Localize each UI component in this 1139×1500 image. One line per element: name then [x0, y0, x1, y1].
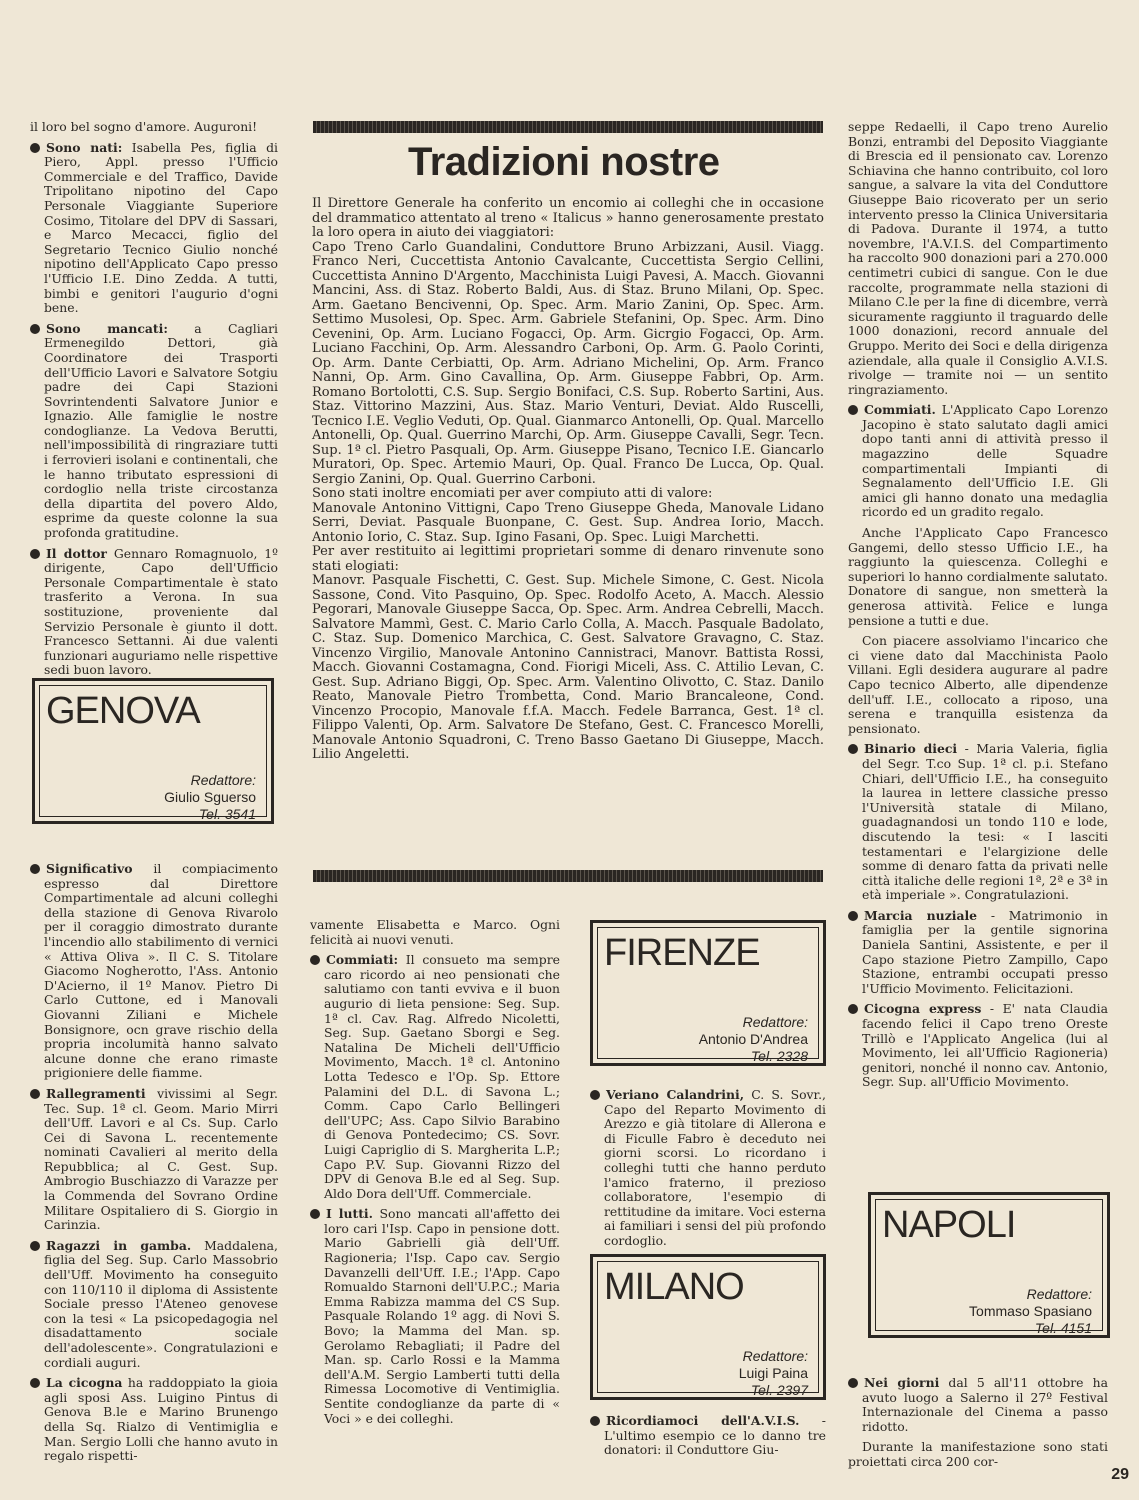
news-item-giorni: Nei giorni dal 5 all'11 ottobre ha avuto luogo a Salerno il 27º Festival Internazionale del Cinema a passo ridotto. — [848, 1376, 1108, 1434]
intro3: Per aver restituito ai legittimi proprietari somme di denaro rinvenute sono stati elogiati: — [312, 544, 824, 574]
city-title: MILANO — [604, 1266, 744, 1308]
intro: Il Direttore Generale ha conferito un encomio ai colleghi che in occasione del drammatico attentato al treno « Italicus » hanno generosamente prestato la loro opera in aiuto dei viaggiatori: — [312, 196, 824, 240]
city-title: GENOVA — [46, 690, 200, 732]
right-column — [848, 120, 1108, 1096]
right-column-lower — [848, 1376, 1108, 1476]
valore-list: Manovale Antonino Vittigni, Capo Treno Giuseppe Gheda, Manovale Lidano Serri, Deviat. Pasquale Buonpane, C. Gest. Sup. Andrea Iorio, Macch. Antonio Iorio, C. Staz. Sup. Igino Fasani, Op. Spec. Luigi Marchetti. — [312, 500, 824, 545]
bullet-icon — [30, 549, 40, 559]
bullet-icon — [30, 1089, 40, 1099]
bullet-icon — [30, 864, 40, 874]
left-column-lower — [30, 862, 278, 1470]
editor-info: Redattore: Antonio D'Andrea Tel. 2328 — [698, 1014, 808, 1064]
editor-info: Redattore: Tommaso Spasiano Tel. 4151 — [969, 1286, 1092, 1336]
bullet-icon — [30, 1241, 40, 1251]
bullet-icon — [848, 911, 858, 921]
bullet-icon — [848, 1378, 858, 1388]
news-item-avis: Ricordiamoci dell'A.V.I.S. - L'ultimo esempio ce lo danno tre donatori: il Conduttore Giu- — [590, 1414, 826, 1458]
page-title: Tradizioni nostre — [408, 140, 720, 184]
bullet-icon — [30, 324, 40, 334]
news-item-cicogna: La cicogna ha raddoppiato la gioia agli sposi Ass. Luigino Pintus di Genova B.le e Marino Brunengo della Sq. Rialzo di Ventimiglia e Man. Sergio Lolli che hanno avuto in regalo rispetti- — [30, 1376, 278, 1464]
page-number: 29 — [1111, 1466, 1129, 1483]
news-item-calandrini: Veriano Calandrini, C. S. Sovr., Capo del Reparto Movimento di Arezzo e già titolare di Allerona e di Ficulle Fabro è deceduto nei giorni scorsi. Lo ricordano i colleghi tutti che hanno perduto l'amico fraterno, il prezioso collaboratore, l'esempio di rettitudine da imitare. Voci esterna ai familiari i sensi del più profondo cordoglio. — [590, 1088, 826, 1249]
editor-info: Redattore: Luigi Paina Tel. 2397 — [738, 1348, 808, 1398]
bullet-icon — [848, 1004, 858, 1014]
paragraph: il loro bel sogno d'amore. Auguroni! — [30, 119, 258, 134]
paragraph: Anche l'Applicato Capo Francesco Gangemi, dello stesso Ufficio I.E., ha raggiunto la quiescenza. Colleghi e superiori lo hanno cordialmente salutato. Donatore di sangue, non smetterà la generosa attività. Felice e lunga pensione a tutti e due. — [848, 525, 1108, 628]
bullet-icon — [30, 143, 40, 153]
news-item-binario: Binario dieci - Maria Valeria, figlia del Segr. T.co Sup. 1ª cl. p.i. Stefano Chiari, dell'Ufficio I.E., ha conseguito la laurea in lettere classiche presso l'Università statale di Milano, guadagnandosi un tondo 110 e lode, discutendo la tesi: « I lasciti testamentari e l'elargizione delle somme di denaro fatta da privati nelle città italiche delle regioni 1ª, 2ª e 3ª in età imperiale ». Congratulazioni. — [848, 742, 1108, 903]
news-item-marcia: Marcia nuziale - Matrimonio in famiglia per la gentile signorina Daniela Santini, Assistente, e per il Capo stazione Pietro Zampillo, Capo Stazione, entrambi occupati presso l'Ufficio Movimento. Felicitazioni. — [848, 909, 1108, 997]
bullet-icon — [310, 955, 320, 965]
encomi-list: Capo Treno Carlo Guandalini, Conduttore Bruno Arbizzani, Ausil. Viagg. Franco Neri, Cuccettista Antonio Cavalcante, Cuccettista Sergio Cellini, Cuccettista Annino D'Argento, Macchinista Luigi Pavesi, A. Macch. Giovanni Mancini, Ass. di Staz. Roberto Baldi, Aus. di Staz. Bruno Milani, Op. Spec. Arm. Gaetano Bencivenni, Op. Spec. Arm. Mario Zanini, Op. Spec. Arm. Settimo Musolesi, Op. Spec. Arm. Gabriele Stefanini, Op. Spec. Arm. Dino Cevenini, Op. Arm. Luciano Fogacci, Op. Arm. Gicrgio Fogacci, Op. Arm. Luciano Facchini, Op. Arm. Alessandro Carboni, Op. Arm. G. Paolo Corinti, Op. Arm. Dante Cerbiatti, Op. Arm. Adriano Michelini, Op. Arm. Franco Nanni, Op. Arm. Gino Cavallina, Op. Arm. Giuseppe Fabbri, Op. Arm. Romano Bortolotti, C.S. Sup. Sergio Bonifaci, C.S. Sup. Roberto Sartini, Aus. Staz. Vittorino Mazzini, Aus. Staz. Mario Venturi, Deviat. Aldo Ruscelli, Tecnico I.E. Veglio Veduti, Op. Qual. Gianmarco Antonelli, Op. Qual. Marcello Antonelli, Op. Qual. Guerrino Marchi, Op. Arm. Giuseppe Cavalli, Segr. Tecn. Sup. 1ª cl. Pietro Pasquali, Op. Arm. Giuseppe Pisano, Tecnico I.E. Giancarlo Muratori, Op. Spec. Artemio Mauri, Op. Qual. Franco De Lucca, Op. Qual. Sergio Zanini, Op. Qual. Guerrino Carboni. — [312, 239, 824, 487]
paragraph: Durante la manifestazione sono stati proiettati circa 200 cor- — [848, 1439, 1108, 1469]
city-title: NAPOLI — [882, 1204, 1016, 1246]
news-item-commiati: Commiati. L'Applicato Capo Lorenzo Jacopino è stato salutato dagli amici dopo tanti anni di attività presso il magazzino delle Squadre compartimentali Impianti di Segnalamento dell'Ufficio I.E. Gli amici gli hanno donato una medaglia ricordo ed un gradito regalo. — [848, 403, 1108, 520]
news-item-mancati: Sono mancati: a Cagliari Ermenegildo Dettori, già Coordinatore dei Trasporti dell'Ufficio Lavori e Salvatore Sotgiu padre dei Capi Stazioni Sovrintendenti Salvatore Junior e Ignazio. Alle famiglie le nostre condoglianze. La Vedova Berutti, nell'impossibilità di ringraziare tutti i ferrovieri isolani e continentali, che le hanno tributato espressioni di cordoglio nella triste circostanza della dipartita del povero Aldo, esprime da queste colonne la sua profonda gratitudine. — [30, 322, 278, 541]
bullet-icon — [590, 1416, 600, 1426]
paragraph: Con piacere assolviamo l'incarico che ci viene dato dal Macchinista Paolo Villani. Egli desidera augurare al padre Capo tecnico Alberto, alle dipendenze dell'uff. I.E., collocato a riposo, una serena e tranquilla esistenza da pensionato. — [848, 633, 1108, 736]
news-item-ragazzi: Ragazzi in gamba. Maddalena, figlia del Seg. Sup. Carlo Massobrio dell'Uff. Movimento ha conseguito con 110/110 il diploma di Assistente Sociale presso l'Ateneo genovese con la tesi « La psicopedagogia nel disadattamento sociale dell'adolescente». Congratulazioni e cordiali auguri. — [30, 1239, 278, 1370]
bullet-icon — [848, 744, 858, 754]
paragraph: seppe Redaelli, il Capo treno Aurelio Bonzi, entrambi del Deposito Viaggiante di Brescia ed il pensionato cav. Lorenzo Schiavina che hanno contribuito, col loro sangue, a salvare la vita del Conduttore Giuseppe Baio ricoverato per un serio intervento presso la Clinica Universitaria di Padova. Durante il 1974, a tutto novembre, l'A.V.I.S. del Compartimento ha raccolto 900 donazioni pari a 270.000 centimetri cubici di sangue. Con le due raccolte, programmate nella stazioni di Milano C.le per la fine di dicembre, verrà sicuramente raggiunto il traguardo delle 1000 donazioni, record annuale del Gruppo. Merito dei Soci e della dirigenza aziendale, alla quale il Consiglio A.V.I.S. rivolge — tramite noi — un sentito ringraziamento. — [848, 119, 1108, 397]
bullet-icon — [30, 1378, 40, 1388]
genova-box — [32, 678, 274, 824]
news-item-significativo: Significativo il compiacimento espresso dal Direttore Compartimentale ad alcuni colleghi della stazione di Genova Rivarolo per il coraggio dimostrato durante l'incendio allo stabilimento di vernici « Attiva Oliva ». Il C. S. Titolare Giacomo Nogherotto, l'Ass. Antonio D'Acierno, il 1º Manov. Pietro Di Carlo Cuttone, ed i Manovali Giovanni Ziliani e Michele Bonsignore, ocn grave rischio della propria incolumità hanno salvato alcune donne che erano rimaste prigioniere delle fiamme. — [30, 862, 278, 1081]
editor-info: Redattore: Giulio Sguerso Tel. 3541 — [164, 772, 256, 822]
top-rule — [313, 121, 823, 133]
paragraph: vamente Elisabetta e Marco. Ogni felicità ai nuovi venuti. — [310, 917, 560, 947]
news-item-commiati: Commiati: Il consueto ma sempre caro ricordo ai neo pensionati che salutiamo con tanti evviva e il buon augurio di lieta pensione: Seg. Sup. 1ª cl. Cav. Rag. Alfredo Nicoletti, Seg. Sup. Gaetano Sborgi e Seg. Natalina De Micheli dell'Ufficio Movimento, Macch. 1ª cl. Antonino Lotta Tedesco e l'Op. Sp. Ettore Palamini del D.L. di Savona L.; Comm. Capo Carlo Bellingeri dell'UPC; Ass. Capo Silvio Barabino di Genova Pontedecimo; CS. Sovr. Luigi Capriglio di S. Margherita L.P.; Capo P.V. Sup. Giovanni Rizzo del DPV di Genova B.le ed al Seg. Sup. Aldo Dora dell'Uff. Commerciale. — [310, 953, 560, 1201]
bullet-icon — [848, 405, 858, 415]
intro2: Sono stati inoltre encomiati per aver compiuto atti di valore: — [312, 486, 713, 501]
bullet-icon — [310, 1209, 320, 1219]
city-title: FIRENZE — [604, 932, 760, 974]
news-item-lutti: I lutti. Sono mancati all'affetto dei loro cari l'Isp. Capo in pensione dott. Mario Gabrielli già dell'Uff. Ragioneria; l'Isp. Capo cav. Sergio Davanzelli dell'Uff. I.E.; l'App. Capo Romualdo Starnoni dell'U.P.C.; Maria Emma Rabizza mamma del CS Sup. Pasquale Rolando 1º agg. di Novi S. Bovo; la Mamma del Man. sp. Gerolamo Rebagliati; il Padre del Man. sp. Carlo Rossi e la Mamma dell'A.M. Sergio Lamberti tutti della Rimessa Locomotive di Ventimiglia. Sentite condoglianze da parte di « Voci » e dei colleghi. — [310, 1207, 560, 1426]
milano-box — [590, 1254, 826, 1400]
elogi-list: Manovr. Pasquale Fischetti, C. Gest. Sup. Michele Simone, C. Gest. Nicola Sassone, Cond. Vito Pasquino, Op. Spec. Rodolfo Aceto, A. Macch. Alessio Pegorari, Manovale Giuseppe Sacca, Op. Spec. Arm. Andrea Cebrelli, Macch. Salvatore Mammì, Gest. C. Mario Carlo Colla, A. Macch. Pasquale Badolato, C. Staz. Sup. Domenico Marchica, C. Gest. Salvatore Gravagno, C. Staz. Vincenzo Virgilio, Manovale Antonino Cannistraci, Manovr. Battista Rossi, Macch. Giovanni Costamagna, Cond. Fiorigi Miceli, Ass. C. Attilio Levan, C. Gest. Sup. Adriano Biggi, Op. Spec. Arm. Valentino Olivotto, C. Staz. Danilo Reato, Manovale Pietro Trombetta, Cond. Mario Brancaleone, Cond. Vincenzo Procopio, Manovale f.f.A. Macch. Fedele Barranca, Gest. 1ª cl. Filippo Valenti, Op. Arm. Salvatore De Stefano, Gest. C. Francesco Morelli, Manovale Antonio Squadroni, C. Treno Basso Gaetano Di Giuseppe, Macch. Lilio Angeletti. — [312, 573, 824, 762]
firenze-box — [590, 920, 826, 1066]
firenze-column — [590, 1088, 826, 1255]
news-item-cicogna: Cicogna express - E' nata Claudia facendo felici il Capo treno Oreste Trillò e l'Applicato Angelica (lui al Movimento, lei all'Ufficio Ragioneria) genitori, nonché il nonno cav. Antonio, Segr. Sup. all'Ufficio Movimento. — [848, 1002, 1108, 1090]
tradizioni-article — [312, 197, 824, 763]
avis-column — [590, 1414, 826, 1464]
bullet-icon — [590, 1090, 600, 1100]
napoli-box — [868, 1192, 1110, 1338]
news-item-dottor: Il dottor Gennaro Romagnuolo, 1º dirigente, Capo dell'Ufficio Personale Compartimentale è stato trasferito a Verona. In sua sostituzione, proveniente dal Servizio Personale è giunto il dott. Francesco Settanni. Ai due valenti funzionari auguriamo nelle rispettive sedi buon lavoro. — [30, 547, 278, 678]
bottom-rule — [313, 870, 823, 882]
news-item-rallegramenti: Rallegramenti vivissimi al Segr. Tec. Sup. 1ª cl. Geom. Mario Mirri dell'Uff. Lavori e al Cs. Sup. Carlo Cei di Savona L. recentemente nominati Cavalieri al merito della Repubblica; al C. Gest. Sup. Ambrogio Buschiazzo di Varazze per la Commenda del Sovrano Ordine Militare Ospitaliero di S. Giorgio in Carinzia. — [30, 1087, 278, 1233]
left-column — [30, 120, 278, 684]
news-item-nati: Sono nati: Isabella Pes, figlia di Piero, Appl. presso l'Ufficio Commerciale e del Traffico, Davide Tripolitano nipotino del Capo Personale Viaggiante Superiore Cosimo, Titolare del DPV di Sassari, e Marco Mecacci, figlio del Segretario Tecnico Giulio nonché nipotino dell'Applicato Capo presso l'Ufficio I.E. Dino Zedda. A tutti, bimbi e genitori l'augurio d'ogni bene. — [30, 141, 278, 316]
mid-column — [310, 918, 560, 1432]
